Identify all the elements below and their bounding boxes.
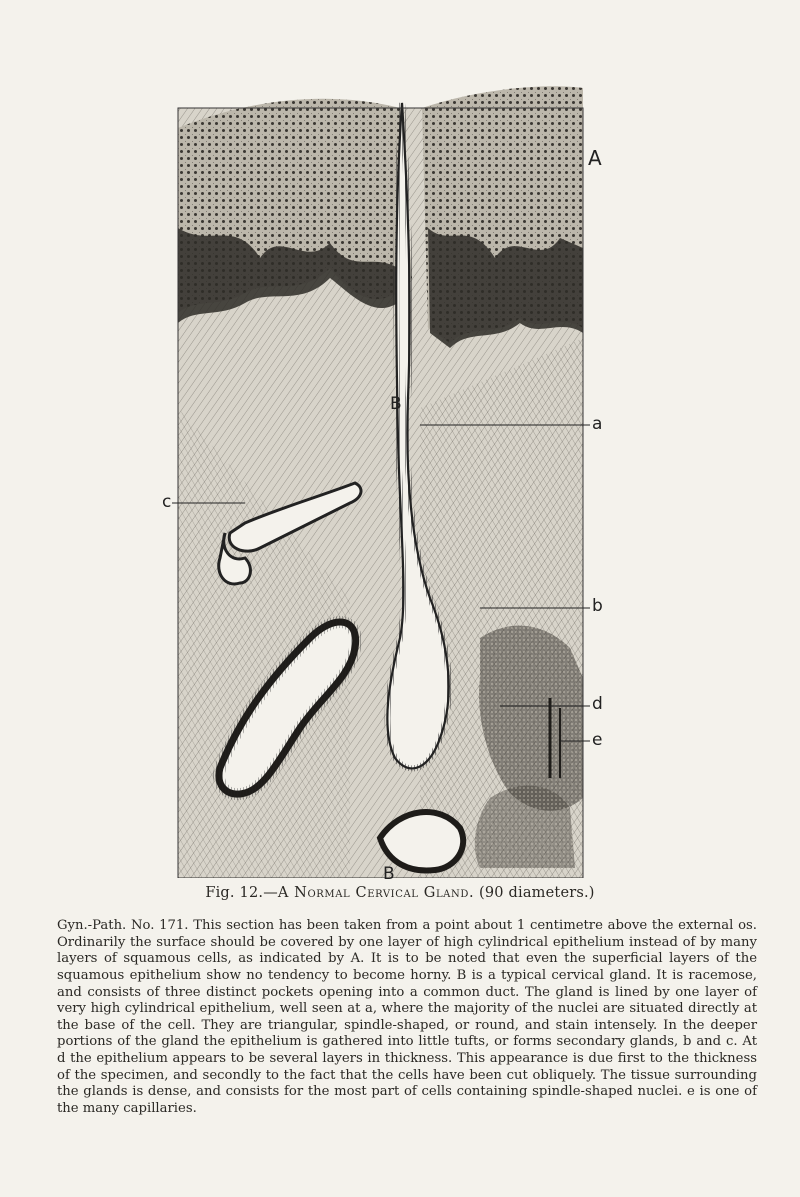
label-c: c (162, 492, 172, 512)
cervical-gland-drawing (150, 78, 610, 878)
label-b: b (592, 596, 603, 616)
histology-figure (150, 78, 610, 884)
figure-magnification: (90 diameters.) (479, 885, 595, 901)
label-e: e (592, 730, 603, 750)
label-d: d (592, 694, 603, 714)
label-A: A (588, 146, 602, 170)
label-B-top: B (390, 394, 402, 414)
figure-description: Gyn.-Path. No. 171. This section has been taken from a point about 1 centimetre above the external os. Ordinarily the surface should be covered by one layer of high cylindrical epithelium instead of by many layers of squamous cells, as indicated by A. It is to be noted that even the superficial layers of the squamous epithelium show no tendency to become horny. B is a typical cervical gland. It is racemose, and consists of three distinct pockets opening into a common duct. The gland is lined by one layer of very high cylindrical epithelium, well seen at a, where the majority of the nuclei are situated directly at the base of the cell. They are triangular, spindle-shaped, or round, and stain intensely. In the deeper portions of the gland the epithelium is gathered into little tufts, or forms secondary glands, b and c. At d the epithelium appears to be several layers in thickness. This appearance is due first to the thickness of the specimen, and secondly to the fact that the cells have been cut obliquely. The tissue surrounding the glands is dense, and consists for the most part of cells containing spindle-shaped nuclei. e is one of the many capillaries. (57, 918, 757, 1116)
figure-caption (0, 885, 800, 901)
label-B-bottom: B (383, 864, 395, 884)
caption-dash: — (263, 885, 278, 901)
figure-number: Fig. 12. (205, 885, 264, 901)
label-a: a (592, 414, 603, 434)
figure-title: A Normal Cervical Gland. (277, 885, 475, 901)
